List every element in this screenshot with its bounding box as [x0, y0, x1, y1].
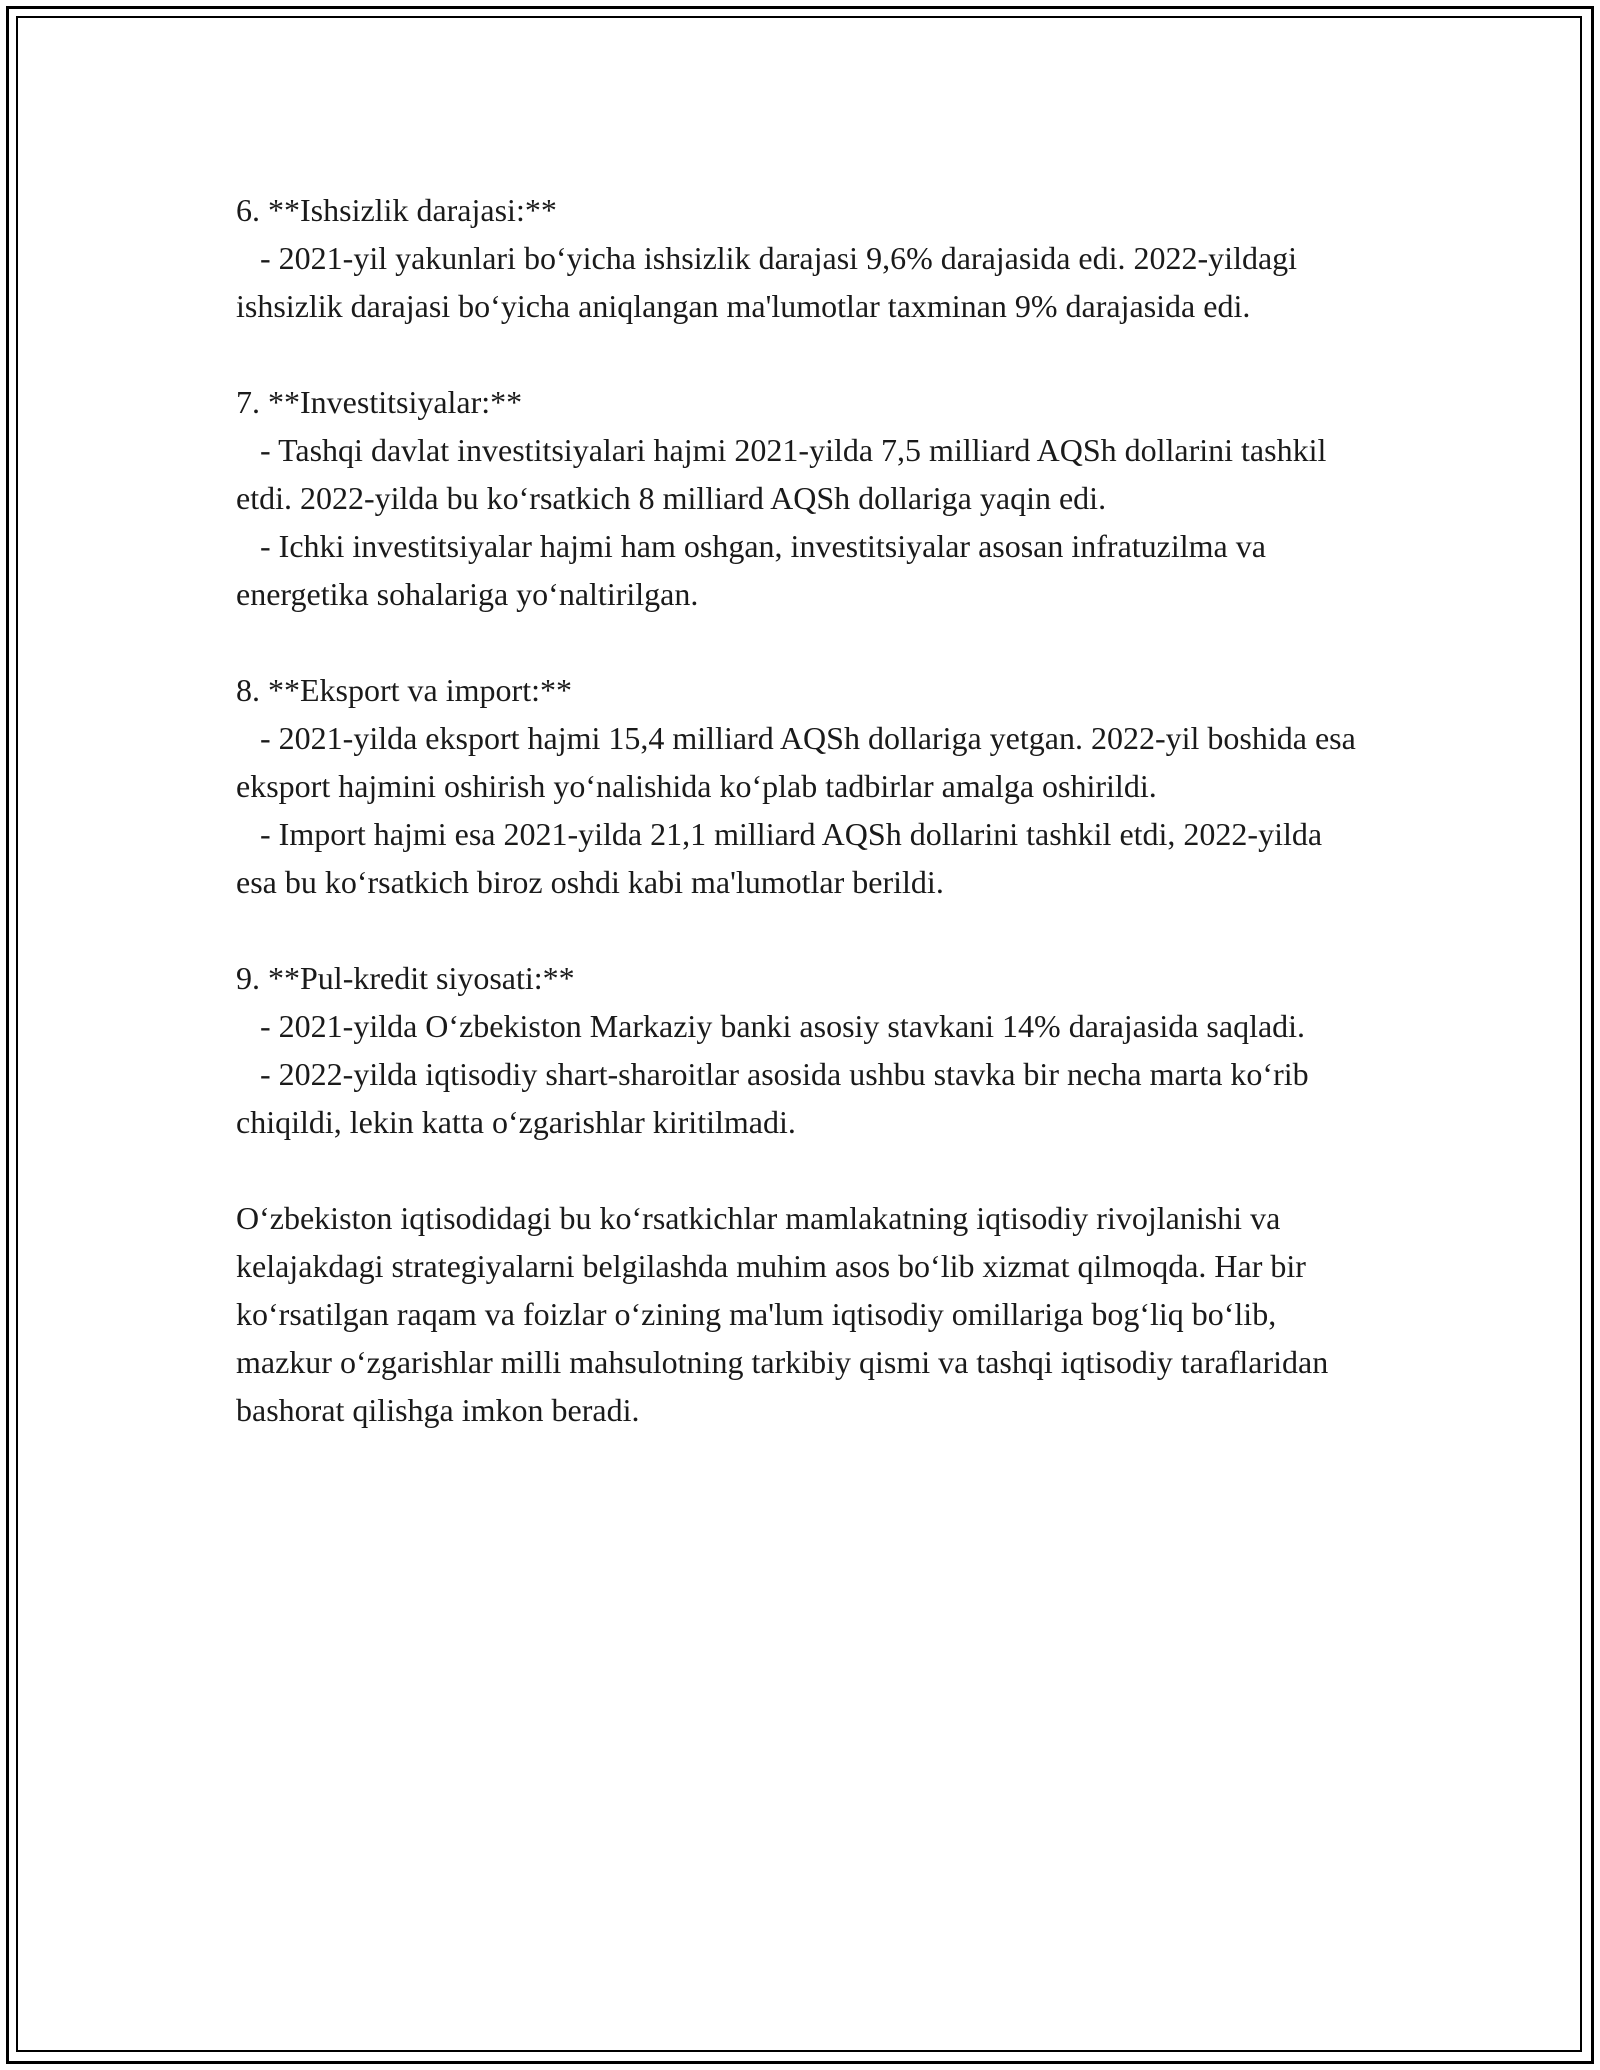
- bullet-item: - 2021-yilda eksport hajmi 15,4 milliard AQSh dollariga yetgan. 2022-yil boshida esa eksport hajmini oshirish yo‘nalishida ko‘plab tadbirlar amalga oshirildi.: [236, 720, 1356, 804]
- bullet-item: - 2021-yil yakunlari bo‘yicha ishsizlik darajasi 9,6% darajasida edi. 2022-yildagi ishsizlik darajasi bo‘yicha aniqlangan ma'lumotlar taxminan 9% darajasida edi.: [236, 240, 1298, 324]
- bullet-item: - Import hajmi esa 2021-yilda 21,1 milliard AQSh dollarini tashkil etdi, 2022-yilda esa bu ko‘rsatkich biroz oshdi kabi ma'lumotlar berildi.: [236, 816, 1323, 900]
- bullet-item: - Ichki investitsiyalar hajmi ham oshgan, investitsiyalar asosan infratuzilma va energetika sohalariga yo‘naltirilgan.: [236, 528, 1266, 612]
- section-unemployment: [236, 186, 1366, 330]
- document-body: [236, 186, 1366, 1434]
- section-heading: 6. **Ishsizlik darajasi:**: [236, 192, 557, 228]
- closing-paragraph: [236, 1194, 1366, 1434]
- section-monetary-policy: [236, 954, 1366, 1146]
- section-heading: 9. **Pul-kredit siyosati:**: [236, 960, 575, 996]
- section-investments: [236, 378, 1366, 618]
- bullet-item: - Tashqi davlat investitsiyalari hajmi 2021-yilda 7,5 milliard AQSh dollarini tashkil etdi. 2022-yilda bu ko‘rsatkich 8 milliard AQSh dollariga yaqin edi.: [236, 432, 1327, 516]
- section-heading: 8. **Eksport va import:**: [236, 672, 572, 708]
- section-heading: 7. **Investitsiyalar:**: [236, 384, 523, 420]
- bullet-item: - 2021-yilda O‘zbekiston Markaziy banki asosiy stavkani 14% darajasida saqladi.: [260, 1008, 1306, 1044]
- section-export-import: [236, 666, 1366, 906]
- closing-text: O‘zbekiston iqtisodidagi bu ko‘rsatkichlar mamlakatning iqtisodiy rivojlanishi va kelajakdagi strategiyalarni belgilashda muhim asos bo‘lib xizmat qilmoqda. Har bir ko‘rsatilgan raqam va foizlar o‘zining ma'lum iqtisodiy omillariga bog‘liq bo‘lib, mazkur o‘zgarishlar milli mahsulotning tarkibiy qismi va tashqi iqtisodiy taraflaridan bashorat qilishga imkon beradi.: [236, 1200, 1329, 1428]
- bullet-item: - 2022-yilda iqtisodiy shart-sharoitlar asosida ushbu stavka bir necha marta ko‘rib chiqildi, lekin katta o‘zgarishlar kiritilmadi.: [236, 1056, 1309, 1140]
